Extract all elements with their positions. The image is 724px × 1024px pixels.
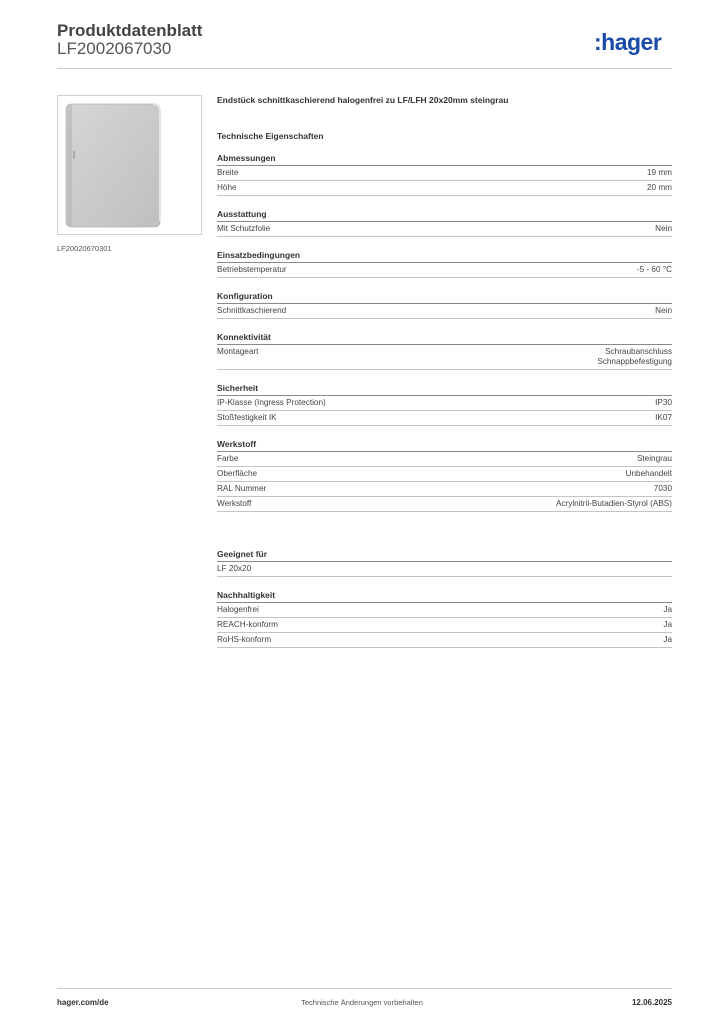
property-group — [217, 250, 672, 278]
property-label: Mit Schutzfolie — [217, 224, 271, 233]
footer-divider — [57, 988, 672, 989]
property-value: 20 mm — [646, 183, 672, 192]
group-title: Einsatzbedingungen — [217, 250, 672, 263]
property-row — [217, 497, 672, 512]
property-value: Ja — [663, 635, 672, 644]
footer-date: 12.06.2025 — [631, 998, 672, 1007]
main-content — [217, 95, 672, 661]
property-row — [217, 304, 672, 319]
property-label: Höhe — [217, 183, 237, 192]
property-value: Unbehandelt — [625, 469, 672, 478]
product-image — [57, 95, 202, 235]
group-title: Geeignet für — [217, 549, 672, 562]
property-row — [217, 633, 672, 648]
property-group — [217, 439, 672, 512]
property-label: Farbe — [217, 454, 239, 463]
end-cap-image — [58, 96, 201, 234]
property-group — [217, 209, 672, 237]
product-number: LF2002067030 — [57, 39, 172, 58]
property-row — [217, 562, 672, 577]
property-row — [217, 263, 672, 278]
property-row — [217, 603, 672, 618]
property-label: Werkstoff — [217, 499, 252, 508]
property-value: IK07 — [655, 413, 672, 422]
extra-property-groups — [217, 549, 672, 648]
group-title: Werkstoff — [217, 439, 672, 452]
group-title: Abmessungen — [217, 153, 672, 166]
property-row — [217, 411, 672, 426]
property-group — [217, 291, 672, 319]
hager-logo — [594, 29, 661, 56]
property-value: -5 - 60 °C — [636, 265, 672, 274]
property-label: Betriebstemperatur — [217, 265, 287, 274]
property-label: RoHS-konform — [217, 635, 272, 644]
group-spacer — [217, 525, 672, 549]
property-value: Acrylnitril-Butadien-Styrol (ABS) — [555, 499, 672, 508]
property-group — [217, 590, 672, 648]
property-row — [217, 222, 672, 237]
property-label: RAL Nummer — [217, 484, 267, 493]
property-label: Schnittkaschierend — [217, 306, 287, 315]
header-divider — [57, 68, 672, 69]
property-row — [217, 181, 672, 196]
property-value: Schraubanschluss Schnappbefestigung — [597, 347, 672, 366]
property-row — [217, 482, 672, 497]
property-group — [217, 332, 672, 370]
property-group — [217, 549, 672, 577]
logo-text: :hager — [594, 29, 662, 55]
property-value: Ja — [663, 620, 672, 629]
property-label: Breite — [217, 168, 239, 177]
property-value: 19 mm — [646, 168, 672, 177]
property-value: Ja — [663, 605, 672, 614]
property-label: REACH-konform — [217, 620, 278, 629]
property-value: IP30 — [655, 398, 672, 407]
property-row — [217, 467, 672, 482]
property-value: Nein — [655, 306, 672, 315]
property-label: IP-Klasse (Ingress Protection) — [217, 398, 326, 407]
property-row — [217, 166, 672, 181]
image-caption: LF20020670301 — [57, 244, 112, 253]
footer-website[interactable]: hager.com/de — [57, 998, 109, 1007]
property-groups — [217, 153, 672, 512]
group-title: Konnektivität — [217, 332, 672, 345]
property-row — [217, 396, 672, 411]
property-value: Steingrau — [636, 454, 672, 463]
section-title: Technische Eigenschaften — [217, 131, 324, 141]
group-title: Konfiguration — [217, 291, 672, 304]
property-label: Halogenfrei — [217, 605, 259, 614]
footer-notice: Technische Änderungen vorbehalten — [301, 998, 423, 1007]
property-value: Nein — [655, 224, 672, 233]
property-row — [217, 618, 672, 633]
page-title: Produktdatenblatt — [57, 21, 203, 40]
group-title: Nachhaltigkeit — [217, 590, 672, 603]
group-title: Ausstattung — [217, 209, 672, 222]
property-group — [217, 153, 672, 196]
property-label: Stoßfestigkeit IK — [217, 413, 277, 422]
property-value: 7030 — [653, 484, 672, 493]
property-row — [217, 345, 672, 370]
property-label: Oberfläche — [217, 469, 258, 478]
property-label: LF 20x20 — [217, 564, 252, 573]
property-row — [217, 452, 672, 467]
property-group — [217, 383, 672, 426]
group-title: Sicherheit — [217, 383, 672, 396]
property-label: Montageart — [217, 347, 259, 356]
product-description: Endstück schnittkaschierend halogenfrei zu LF/LFH 20x20mm steingrau — [217, 95, 509, 105]
